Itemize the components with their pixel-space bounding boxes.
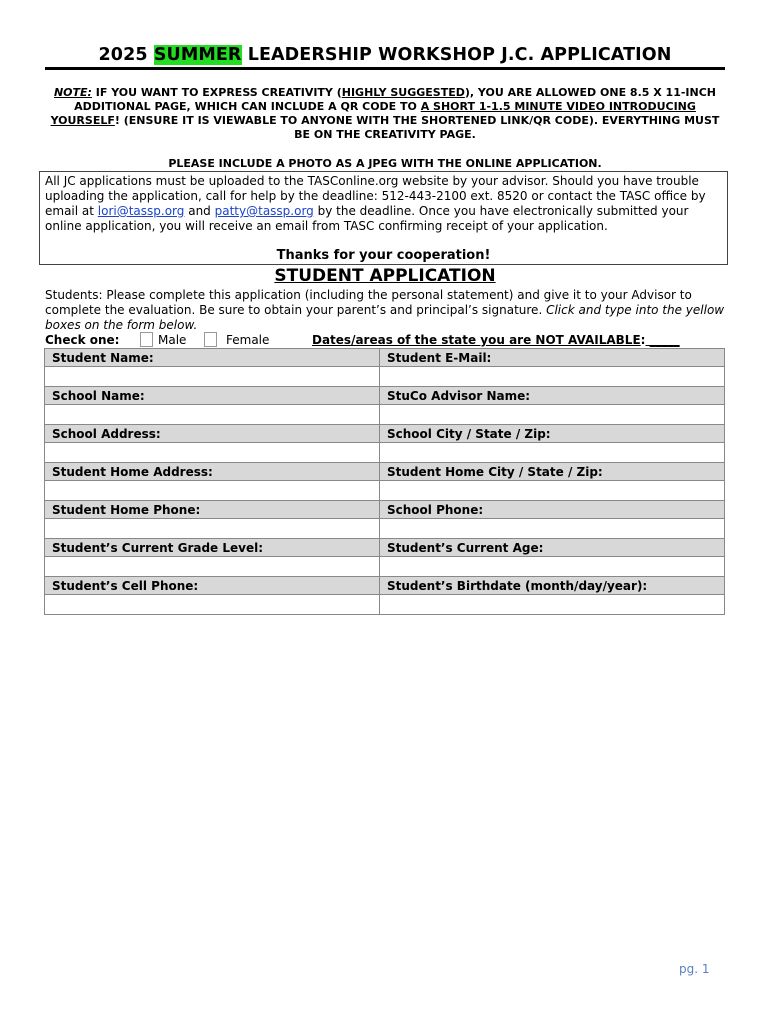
- school-address-label: School Address:: [45, 425, 380, 443]
- dates-blank[interactable]: _____: [645, 333, 680, 347]
- table-row: [45, 443, 725, 463]
- note-part1: IF YOU WANT TO EXPRESS CREATIVITY (: [91, 86, 342, 99]
- school-name-input[interactable]: [45, 405, 380, 425]
- thanks-text: Thanks for your cooperation!: [276, 248, 491, 263]
- instructions-text: Students: Please complete this application (including the personal statement) and give it to your Advisor to complete the evaluation. Be sure to obtain your parent’s and principal’s signature.: [45, 288, 692, 317]
- grade-level-label: Student’s Current Grade Level:: [45, 539, 380, 557]
- home-address-input[interactable]: [45, 481, 380, 501]
- stuco-advisor-input[interactable]: [380, 405, 725, 425]
- female-label: Female: [226, 333, 270, 347]
- page-title: [45, 45, 725, 65]
- home-city-label: Student Home City / State / Zip:: [380, 463, 725, 481]
- gender-check-row: [45, 333, 725, 349]
- note-label: NOTE:: [53, 86, 92, 99]
- school-phone-label: School Phone:: [380, 501, 725, 519]
- note-part3: ! (ENSURE IT IS VIEWABLE TO ANYONE WITH THE SHORTENED LINK/QR CODE). EVERYTHING MUST BE ON THE CREATIVITY PAGE.: [114, 114, 720, 141]
- student-application-heading: STUDENT APPLICATION: [274, 266, 496, 286]
- student-name-input[interactable]: [45, 367, 380, 387]
- email-link-patty[interactable]: patty@tassp.org: [214, 204, 314, 218]
- table-row: [45, 425, 725, 443]
- info-text-1: All JC applications must be uploaded to the TASConline.org website by your advisor. Should you have trouble uploading the application, call for help by the deadline: 512-443-2100 ext. 8520 or contact the TASC office by email at: [45, 174, 706, 218]
- table-row: [45, 463, 725, 481]
- school-city-label: School City / State / Zip:: [380, 425, 725, 443]
- home-phone-label: Student Home Phone:: [45, 501, 380, 519]
- info-text-2: by the deadline. Once you have electronically submitted your online application, you will receive an email from TASC confirming receipt of your application.: [45, 204, 689, 233]
- dates-unavailable-label: [312, 333, 680, 347]
- current-age-input[interactable]: [380, 557, 725, 577]
- table-row: [45, 501, 725, 519]
- home-phone-input[interactable]: [45, 519, 380, 539]
- photo-instruction: PLEASE INCLUDE A PHOTO AS A JPEG WITH THE ONLINE APPLICATION.: [168, 157, 602, 170]
- title-rest: LEADERSHIP WORKSHOP J.C. APPLICATION: [247, 45, 672, 65]
- female-checkbox[interactable]: [204, 332, 217, 347]
- male-checkbox[interactable]: [140, 332, 153, 347]
- school-address-input[interactable]: [45, 443, 380, 463]
- birthdate-label: Student’s Birthdate (month/day/year):: [380, 577, 725, 595]
- student-email-label: Student E-Mail:: [380, 349, 725, 367]
- table-row: [45, 519, 725, 539]
- info-box: [39, 171, 728, 265]
- home-address-label: Student Home Address:: [45, 463, 380, 481]
- table-row: [45, 405, 725, 425]
- table-row: [45, 577, 725, 595]
- cell-phone-input[interactable]: [45, 595, 380, 615]
- student-info-table: [44, 348, 725, 615]
- title-year: 2025: [98, 45, 148, 65]
- school-phone-input[interactable]: [380, 519, 725, 539]
- page-number: pg. 1: [679, 962, 710, 976]
- student-instructions: [45, 288, 725, 333]
- current-age-label: Student’s Current Age:: [380, 539, 725, 557]
- title-highlight: SUMMER: [153, 45, 242, 65]
- instructions-italic: Click and type into the yellow boxes on the form below.: [45, 303, 725, 332]
- title-underline: [45, 67, 725, 70]
- note-paragraph: [45, 86, 725, 142]
- cell-phone-label: Student’s Cell Phone:: [45, 577, 380, 595]
- table-row: [45, 539, 725, 557]
- birthdate-input[interactable]: [380, 595, 725, 615]
- table-row: [45, 349, 725, 367]
- dates-colon: :: [640, 333, 646, 347]
- note-part2: ), YOU ARE ALLOWED ONE 8.5 X 11-INCH ADDITIONAL PAGE, WHICH CAN INCLUDE A QR CODE TO: [74, 86, 717, 113]
- info-and: and: [184, 204, 215, 218]
- note-suggested: HIGHLY SUGGESTED: [341, 86, 465, 99]
- dates-label: Dates/areas of the state you are NOT AVAILABLE: [312, 333, 641, 347]
- table-row: [45, 387, 725, 405]
- home-city-input[interactable]: [380, 481, 725, 501]
- table-row: [45, 367, 725, 387]
- note-video: A SHORT 1-1.5 MINUTE VIDEO INTRODUCING YOURSELF: [50, 100, 696, 127]
- stuco-advisor-label: StuCo Advisor Name:: [380, 387, 725, 405]
- check-one-label: Check one:: [45, 333, 120, 347]
- table-row: [45, 481, 725, 501]
- school-city-input[interactable]: [380, 443, 725, 463]
- student-name-label: Student Name:: [45, 349, 380, 367]
- table-row: [45, 595, 725, 615]
- student-email-input[interactable]: [380, 367, 725, 387]
- email-link-lori[interactable]: lori@tassp.org: [97, 204, 185, 218]
- grade-level-input[interactable]: [45, 557, 380, 577]
- table-row: [45, 557, 725, 577]
- school-name-label: School Name:: [45, 387, 380, 405]
- male-label: Male: [158, 333, 187, 347]
